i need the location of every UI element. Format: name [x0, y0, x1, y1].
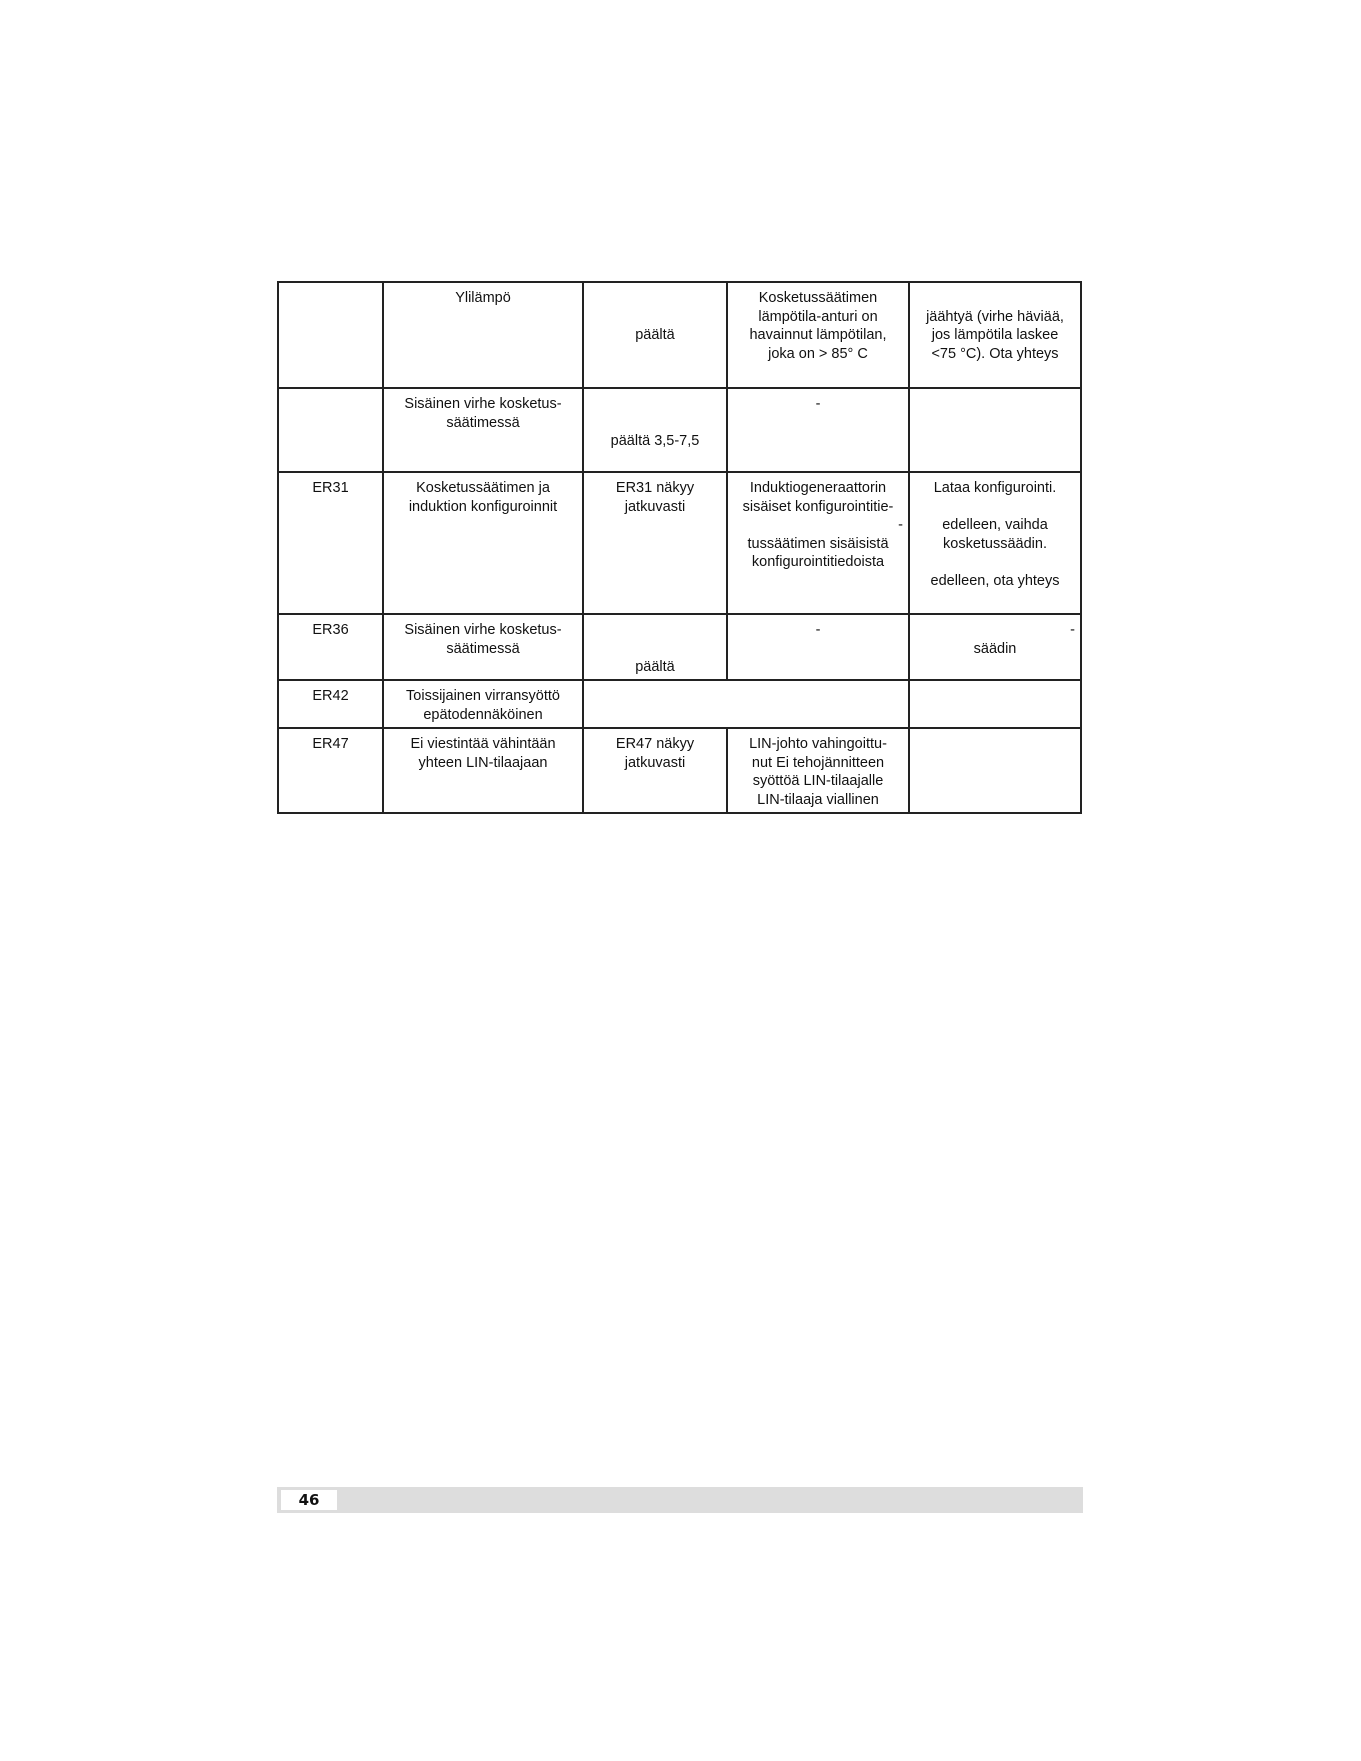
action-cell	[909, 614, 1081, 680]
cause-cell	[727, 614, 909, 680]
display-line: päältä 3,5-7,5	[610, 433, 700, 449]
display-cell	[583, 614, 727, 680]
code-cell: ER47	[278, 728, 383, 813]
display-cell	[583, 472, 727, 614]
cause-line: sisäiset konfigurointitie-	[742, 498, 894, 515]
cause-line: -	[898, 517, 903, 533]
cause-line: konfigurointitiedoista	[751, 554, 885, 570]
merged-cell	[583, 680, 909, 728]
action-line: säädin	[973, 640, 1017, 657]
display-line: päältä	[635, 327, 675, 343]
page-number: 46	[281, 1490, 337, 1510]
cause-line: Kosketussäätimen	[758, 290, 878, 306]
action-cell	[909, 728, 1081, 813]
cause-line: havainnut lämpötilan,	[749, 327, 887, 343]
display-line	[589, 621, 721, 640]
description-line: säätimessä	[446, 640, 520, 657]
cause-line: joka on > 85° C	[768, 345, 868, 362]
action-cell	[909, 472, 1081, 614]
cause-line: syöttöä LIN-tilaajalle	[752, 773, 884, 789]
cause-cell	[727, 472, 909, 614]
display-cell	[583, 282, 727, 388]
cause-line: -	[815, 396, 821, 412]
action-line: jos lämpötila laskee	[931, 327, 1059, 343]
cause-line: Induktiogeneraattorin	[749, 480, 887, 496]
display-line	[589, 395, 721, 414]
code-cell: ER31	[278, 472, 383, 614]
description-line: epätodennäköinen	[423, 706, 543, 723]
description-line: Ylilämpö	[455, 290, 511, 306]
description-line: Sisäinen virhe kosketus-	[404, 622, 562, 638]
action-line: -	[1070, 622, 1075, 638]
action-line	[915, 289, 1075, 308]
cause-line: LIN-tilaaja viallinen	[757, 791, 879, 808]
description-line: Sisäinen virhe kosketus-	[404, 396, 562, 412]
display-line: ER31 näkyy	[615, 480, 695, 496]
description-cell	[383, 614, 583, 680]
description-line: Ei viestintää vähintään	[410, 736, 556, 752]
action-line: <75 °C). Ota yhteys	[931, 345, 1059, 362]
code-cell	[278, 282, 383, 388]
cause-cell	[727, 388, 909, 472]
display-line: jatkuvasti	[624, 498, 686, 515]
table-row	[278, 680, 1081, 728]
description-cell	[383, 388, 583, 472]
table-row	[278, 472, 1081, 614]
code-cell: ER36	[278, 614, 383, 680]
action-line: Lataa konfigurointi.	[933, 480, 1057, 496]
code-cell	[278, 388, 383, 472]
table-row	[278, 388, 1081, 472]
cause-line: -	[815, 622, 821, 638]
display-line: päältä	[635, 659, 675, 675]
description-line: säätimessä	[446, 414, 520, 431]
cause-line: nut Ei tehojännitteen	[751, 754, 885, 771]
description-cell	[383, 728, 583, 813]
description-line: yhteen LIN-tilaajaan	[418, 754, 548, 771]
display-line: ER47 näkyy	[615, 736, 695, 752]
display-line: jatkuvasti	[624, 754, 686, 771]
display-line	[589, 308, 721, 327]
description-cell	[383, 282, 583, 388]
action-line	[915, 553, 1075, 572]
action-cell	[909, 388, 1081, 472]
display-line	[589, 289, 721, 308]
cause-line: lämpötila-anturi on	[758, 308, 878, 325]
table-row	[278, 282, 1081, 388]
page-footer-bar	[277, 1487, 1083, 1513]
cause-line: LIN-johto vahingoittu-	[749, 736, 887, 752]
code-cell: ER42	[278, 680, 383, 728]
action-cell	[909, 282, 1081, 388]
cause-cell	[727, 728, 909, 813]
cause-line: tussäätimen sisäisistä	[747, 535, 889, 552]
table-row	[278, 614, 1081, 680]
display-line	[589, 414, 721, 433]
description-cell	[383, 680, 583, 728]
action-line: edelleen, vaihda	[942, 517, 1048, 533]
description-line: Kosketussäätimen ja	[416, 480, 550, 496]
table-row	[278, 728, 1081, 813]
description-line: induktion konfiguroinnit	[408, 498, 558, 515]
action-line: jäähtyä (virhe häviää,	[926, 308, 1064, 325]
error-code-table	[277, 281, 1082, 814]
action-cell	[909, 680, 1081, 728]
action-line	[915, 498, 1075, 517]
action-line: edelleen, ota yhteys	[930, 572, 1060, 589]
display-cell	[583, 728, 727, 813]
display-cell	[583, 388, 727, 472]
cause-cell	[727, 282, 909, 388]
action-line: kosketussäädin.	[943, 535, 1047, 552]
description-line: Toissijainen virransyöttö	[406, 688, 560, 704]
display-line	[589, 640, 721, 659]
description-cell	[383, 472, 583, 614]
